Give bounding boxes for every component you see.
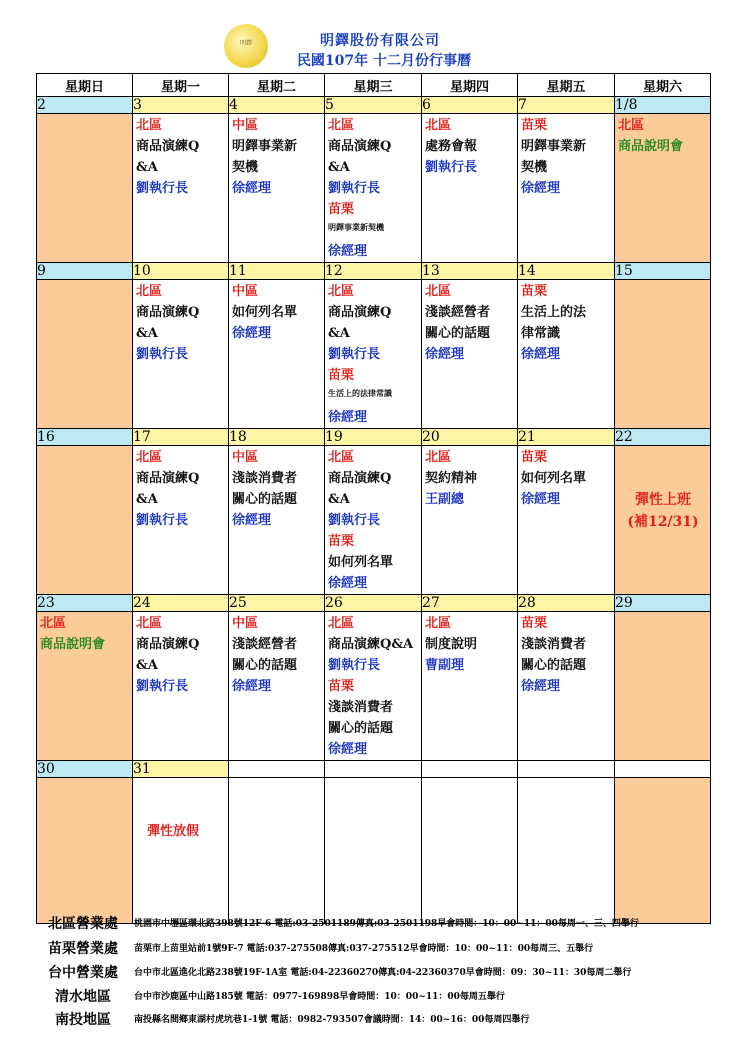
date-number: 24 <box>133 595 229 612</box>
event-text: 商品演練Q <box>328 471 392 486</box>
event-text: 明鐸事業新契機 <box>328 222 384 232</box>
region-label: 苗栗 <box>521 284 548 299</box>
region-label: 苗栗 <box>521 450 548 465</box>
event-text: 關心的話題 <box>232 492 298 507</box>
day-cell <box>133 280 229 429</box>
event-text <box>147 800 226 821</box>
date-number <box>325 761 422 778</box>
presenter-name: 徐經理 <box>232 679 272 694</box>
region-label: 北區 <box>136 284 163 299</box>
event-text: &A <box>136 492 158 507</box>
date-number: 12 <box>325 263 422 280</box>
presenter-name: 劉執行長 <box>136 347 189 362</box>
day-cell <box>325 114 422 263</box>
date-row <box>37 761 711 778</box>
event-text: 商品演練Q <box>136 139 200 154</box>
weekday-thu: 星期四 <box>422 74 518 97</box>
office-info: 苗栗市上苗里站前1號9F-7 電話:037-275508傳真:037-275512早會時間：10：00~11：00每周三、五舉行 <box>134 944 594 954</box>
date-number: 1/8 <box>615 97 711 114</box>
weekday-header-row <box>37 74 711 97</box>
region-label: 中區 <box>232 616 259 631</box>
day-cell <box>325 778 422 924</box>
day-cell <box>518 280 615 429</box>
weekday-mon: 星期一 <box>133 74 229 97</box>
region-label: 北區 <box>425 284 452 299</box>
event-text: 律常識 <box>521 326 561 341</box>
presenter-name: 徐經理 <box>521 181 561 196</box>
event-text: 商品演練Q <box>136 305 200 320</box>
event-text: 商品演練Q <box>136 471 200 486</box>
date-number <box>229 761 325 778</box>
event-text: &A <box>136 160 158 175</box>
weekday-tue: 星期二 <box>229 74 325 97</box>
date-number: 3 <box>133 97 229 114</box>
day-cell <box>325 446 422 595</box>
office-row-nantou <box>36 1009 736 1031</box>
company-name: 明鐸股份有限公司 <box>320 33 440 49</box>
day-cell <box>422 446 518 595</box>
day-cell <box>518 446 615 595</box>
event-text <box>147 779 226 800</box>
date-number: 15 <box>615 263 711 280</box>
date-number: 2 <box>37 97 133 114</box>
event-text: 關心的話題 <box>328 721 394 736</box>
date-number: 14 <box>518 263 615 280</box>
region-label: 北區 <box>328 450 355 465</box>
event-text: 如何列名單 <box>232 305 298 320</box>
day-cell <box>229 778 325 924</box>
presenter-name: 徐經理 <box>521 492 561 507</box>
day-cell <box>133 778 229 924</box>
date-number: 18 <box>229 429 325 446</box>
event-text: 處務會報 <box>425 139 478 154</box>
day-cell <box>229 114 325 263</box>
event-text: 淺談消費者 <box>328 700 394 715</box>
region-label: 苗栗 <box>328 202 355 217</box>
presenter-name: 劉執行長 <box>136 181 189 196</box>
date-number: 21 <box>518 429 615 446</box>
office-info: 台中市北區進化北路238號19F-1A室 電話:04-22360270傳真:04-22360370早會時間：09：30~11：30每周二舉行 <box>134 968 632 978</box>
day-cell <box>518 612 615 761</box>
date-number: 20 <box>422 429 518 446</box>
office-name: 台中營業處 <box>48 965 118 981</box>
event-text: 生活上的法 <box>521 305 587 320</box>
date-number <box>422 761 518 778</box>
presenter-name: 曹副理 <box>425 658 465 673</box>
event-text: 關心的話題 <box>425 326 491 341</box>
date-number: 6 <box>422 97 518 114</box>
day-cell <box>133 446 229 595</box>
event-row <box>37 446 711 595</box>
region-label: 北區 <box>40 616 67 631</box>
date-number: 13 <box>422 263 518 280</box>
presenter-name: 徐經理 <box>328 410 368 425</box>
presenter-name: 劉執行長 <box>328 181 381 196</box>
event-text: 制度說明 <box>425 637 478 652</box>
date-number: 7 <box>518 97 615 114</box>
event-title: 商品說明會 <box>618 139 684 154</box>
day-cell <box>615 612 711 761</box>
event-text: &A <box>328 492 350 507</box>
region-label: 北區 <box>425 118 452 133</box>
office-row-miaoli <box>36 938 736 960</box>
event-text: 淺談消費者 <box>521 637 587 652</box>
day-cell <box>422 280 518 429</box>
presenter-name: 徐經理 <box>328 576 368 591</box>
date-number: 16 <box>37 429 133 446</box>
event-text: 商品演練Q <box>136 637 200 652</box>
office-row-qingshui <box>36 986 736 1008</box>
region-label: 北區 <box>425 616 452 631</box>
date-number: 31 <box>133 761 229 778</box>
day-cell <box>37 612 133 761</box>
day-cell <box>518 778 615 924</box>
weekday-sun: 星期日 <box>37 74 133 97</box>
region-label: 北區 <box>136 616 163 631</box>
presenter-name: 徐經理 <box>521 679 561 694</box>
region-label: 苗栗 <box>328 679 355 694</box>
event-row <box>37 612 711 761</box>
event-text: 淺談經營者 <box>425 305 491 320</box>
date-number: 30 <box>37 761 133 778</box>
day-cell <box>229 612 325 761</box>
date-number: 26 <box>325 595 422 612</box>
day-cell <box>37 446 133 595</box>
event-text: 如何列名單 <box>521 471 587 486</box>
date-number: 22 <box>615 429 711 446</box>
presenter-name: 徐經理 <box>521 347 561 362</box>
event-text: &A <box>328 326 350 341</box>
date-row <box>37 97 711 114</box>
event-text: &A <box>328 160 350 175</box>
event-text: 如何列名單 <box>328 555 394 570</box>
event-text: 淺談經營者 <box>232 637 298 652</box>
presenter-name: 劉執行長 <box>425 160 478 175</box>
office-name: 北區營業處 <box>48 916 118 932</box>
presenter-name: 徐經理 <box>328 742 368 757</box>
region-label: 苗栗 <box>328 368 355 383</box>
day-cell <box>325 612 422 761</box>
presenter-name: 徐經理 <box>328 244 368 259</box>
event-text: 關心的話題 <box>232 658 298 673</box>
office-row-taichung <box>36 962 736 984</box>
logo-text: 明鐸 <box>239 40 252 47</box>
day-cell <box>422 114 518 263</box>
weekday-fri: 星期五 <box>518 74 615 97</box>
day-cell <box>37 280 133 429</box>
day-cell <box>422 778 518 924</box>
event-text: 契機 <box>521 160 548 175</box>
event-row <box>37 114 711 263</box>
presenter-name: 劉執行長 <box>328 347 381 362</box>
office-name: 清水地區 <box>55 989 111 1005</box>
date-number: 17 <box>133 429 229 446</box>
day-cell <box>518 114 615 263</box>
presenter-name: 徐經理 <box>232 181 272 196</box>
date-number: 19 <box>325 429 422 446</box>
event-text: 商品演練Q <box>328 305 392 320</box>
event-text: 契機 <box>232 160 259 175</box>
event-text: 生活上的法律常識 <box>328 388 392 398</box>
weekday-sat: 星期六 <box>615 74 711 97</box>
region-label: 苗栗 <box>328 534 355 549</box>
day-cell <box>422 612 518 761</box>
day-cell <box>133 612 229 761</box>
event-text: &A <box>136 326 158 341</box>
day-cell <box>615 280 711 429</box>
date-row <box>37 263 711 280</box>
presenter-name: 徐經理 <box>232 513 272 528</box>
date-number: 29 <box>615 595 711 612</box>
office-row-north <box>36 913 736 935</box>
event-text: 明鐸事業新 <box>521 139 587 154</box>
presenter-name: 徐經理 <box>425 347 465 362</box>
schedule-note: (補12/31) <box>627 514 699 530</box>
date-row <box>37 595 711 612</box>
day-cell <box>133 114 229 263</box>
date-number: 4 <box>229 97 325 114</box>
presenter-name: 王副總 <box>425 492 465 507</box>
region-label: 中區 <box>232 450 259 465</box>
date-number <box>615 761 711 778</box>
region-label: 中區 <box>232 118 259 133</box>
event-text: 淺談消費者 <box>232 471 298 486</box>
date-row <box>37 429 711 446</box>
region-label: 北區 <box>618 118 645 133</box>
day-cell <box>615 446 711 595</box>
day-cell <box>37 114 133 263</box>
event-row <box>37 778 711 924</box>
date-number <box>518 761 615 778</box>
region-label: 中區 <box>232 284 259 299</box>
header <box>0 0 750 72</box>
presenter-name: 劉執行長 <box>328 658 381 673</box>
office-info: 台中市沙鹿區中山路185號 電話：0977-169898早會時間：10：00~11：00每周五舉行 <box>134 992 505 1002</box>
day-cell <box>229 280 325 429</box>
day-cell <box>229 446 325 595</box>
weekday-wed: 星期三 <box>325 74 422 97</box>
office-info: 桃園市中壢區環北路398號12F-6 電話:03-2501189傳真:03-2501198早會時間：10：00~11：00每周一、三、四舉行 <box>134 919 639 929</box>
day-cell <box>325 280 422 429</box>
event-text <box>618 447 708 468</box>
office-name: 苗栗營業處 <box>48 941 118 957</box>
schedule-note: 彈性上班 <box>635 492 691 508</box>
day-cell <box>615 778 711 924</box>
region-label: 北區 <box>136 118 163 133</box>
date-number: 5 <box>325 97 422 114</box>
date-number: 11 <box>229 263 325 280</box>
date-number: 28 <box>518 595 615 612</box>
date-number: 25 <box>229 595 325 612</box>
event-text: 契約精神 <box>425 471 478 486</box>
region-label: 北區 <box>425 450 452 465</box>
event-text <box>618 468 708 489</box>
date-number: 10 <box>133 263 229 280</box>
presenter-name: 劉執行長 <box>136 513 189 528</box>
date-number: 27 <box>422 595 518 612</box>
calendar-table <box>36 73 711 924</box>
date-number: 23 <box>37 595 133 612</box>
region-label: 彈性放假 <box>147 824 200 839</box>
region-label: 北區 <box>328 616 355 631</box>
office-info: 南投縣名間鄉東湖村虎坑巷1-1號 電話：0982-793507會議時間：14：00~16：00每周四舉行 <box>134 1015 530 1025</box>
office-name: 南投地區 <box>55 1012 111 1028</box>
event-title: 商品說明會 <box>40 637 106 652</box>
day-cell <box>615 114 711 263</box>
calendar-title: 民國107年 十二月份行事曆 <box>296 53 472 69</box>
event-text: 商品演練Q&A <box>328 637 414 652</box>
region-label: 苗栗 <box>521 616 548 631</box>
region-label: 北區 <box>328 284 355 299</box>
date-number: 9 <box>37 263 133 280</box>
region-label: 北區 <box>136 450 163 465</box>
day-cell <box>37 778 133 924</box>
event-text: 商品演練Q <box>328 139 392 154</box>
event-row <box>37 280 711 429</box>
region-label: 苗栗 <box>521 118 548 133</box>
event-text: 關心的話題 <box>521 658 587 673</box>
event-text: 明鐸事業新 <box>232 139 298 154</box>
presenter-name: 劉執行長 <box>136 679 189 694</box>
region-label: 北區 <box>328 118 355 133</box>
event-text: &A <box>136 658 158 673</box>
presenter-name: 劉執行長 <box>328 513 381 528</box>
presenter-name: 徐經理 <box>232 326 272 341</box>
